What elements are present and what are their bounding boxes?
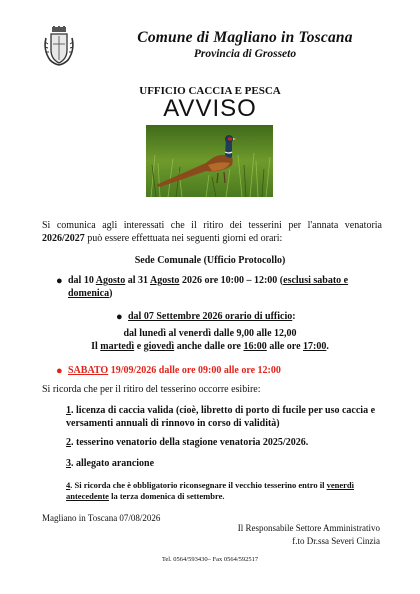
signature-block bbox=[200, 522, 380, 548]
bullet-icon: ● bbox=[56, 275, 63, 287]
place-date: Magliano in Toscana 07/08/2026 bbox=[42, 513, 161, 523]
pheasant-photo bbox=[146, 125, 273, 197]
intro-paragraph bbox=[42, 220, 382, 245]
location-heading: Sede Comunale (Ufficio Protocollo) bbox=[134, 255, 286, 266]
requirement-item: 1. licenza di caccia valida (cioè, libretto di porto di fucile per uso caccia e versamenti annuali di rinnovo in corso di validità) bbox=[66, 405, 376, 429]
hunting-season: 2026/2027 bbox=[42, 232, 85, 244]
office-hours-weekdays: dal lunedì al venerdì dalle 9,00 alle 12,00 bbox=[123, 328, 297, 339]
intro-text-end: può essere effettuata nei seguenti giorni ed orari: bbox=[84, 232, 283, 244]
office-hours bbox=[0, 328, 420, 353]
intro-text: Si comunica agli interessati che il ritiro dei tesserini per l'annata venatoria bbox=[42, 220, 382, 231]
page-title: Comune di Magliano in Toscana bbox=[137, 29, 353, 46]
bullet-icon: ● bbox=[56, 365, 63, 377]
requirement-item: 2. tesserino venatorio della stagione venatoria 2025/2026. bbox=[66, 437, 309, 448]
schedule-item-september: ● dal 07 Settembre 2026 orario di ufficio: bbox=[116, 311, 296, 323]
bullet-icon: ● bbox=[116, 311, 123, 323]
schedule-item-august: ● dal 10 Agosto al 31 Agosto 2026 ore 10:00 – 12:00 (esclusi sabato e domenica) bbox=[56, 275, 349, 299]
contact-footer: Tel. 0564/593430– Fax 0564/592517 bbox=[161, 556, 259, 563]
signature-role: Il Responsabile Settore Amministrativo bbox=[237, 523, 380, 533]
signature-name: f.to Dr.ssa Severi Cinzia bbox=[292, 536, 380, 546]
requirements-intro: Si ricorda che per il ritiro del tesserino occorre esibire: bbox=[42, 384, 261, 395]
notice-title: AVVISO bbox=[163, 95, 257, 122]
schedule-item-saturday: ● SABATO 19/09/2026 dalle ore 09:00 alle ore 12:00 bbox=[56, 365, 281, 377]
return-note: 4. Si ricorda che è obbligatorio riconsegnare il vecchio tesserino entro il venerdì antecedente la terza domenica di settembre. bbox=[66, 480, 354, 501]
office-heading: UFFICIO CACCIA E PESCA bbox=[139, 85, 281, 97]
requirement-item: 3. allegato arancione bbox=[66, 458, 155, 469]
page-subtitle: Provincia di Grosseto bbox=[193, 48, 297, 60]
office-hours-afternoon: Il martedì e giovedì anche dalle ore 16:00 alle ore 17:00. bbox=[91, 340, 329, 352]
